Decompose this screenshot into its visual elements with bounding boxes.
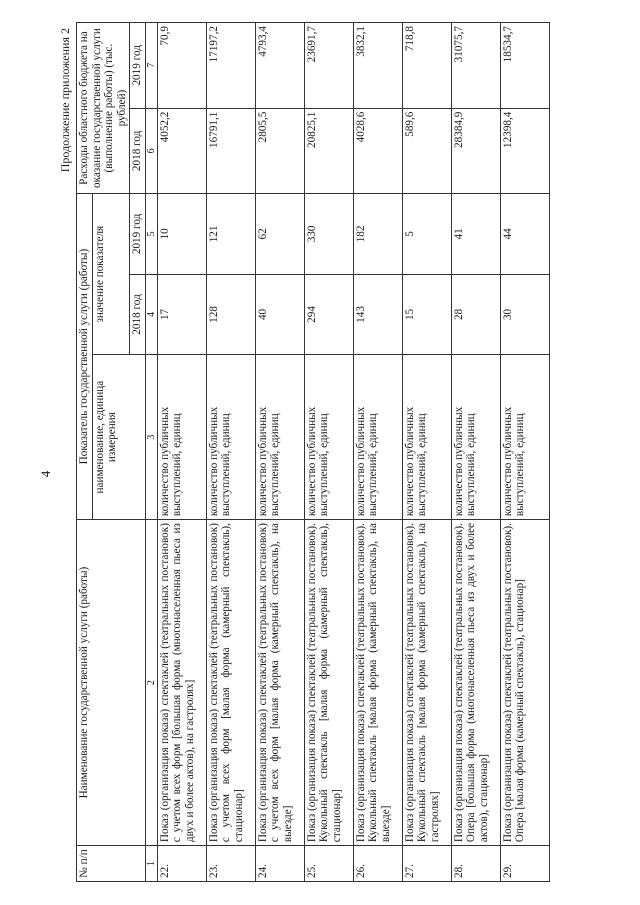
table-row (255, 23, 304, 882)
indicator-name: количество публичных выступлений, единиц (451, 355, 500, 520)
column-index: 5 (145, 194, 157, 275)
indicator-name: количество публичных выступлений, единиц (304, 355, 353, 520)
service-name: Показ (организация показа) спектаклей (театральных постановок). Кукольный спектакль [малая форма (камерный спектакль), стационар] (304, 520, 353, 846)
value-2018: 128 (206, 274, 255, 355)
header-year: 2019 год (130, 23, 146, 109)
rotated-page (58, 22, 622, 882)
expense-2019: 4793,4 (255, 23, 304, 109)
expense-2018: 2805,5 (255, 108, 304, 194)
value-2019: 10 (157, 194, 206, 275)
column-index-row (145, 23, 157, 882)
table-row (157, 23, 206, 882)
column-index: 1 (145, 846, 157, 882)
header-year: 2018 год (130, 274, 146, 355)
table-row (451, 23, 500, 882)
expense-2019: 17197,2 (206, 23, 255, 109)
value-2019: 182 (353, 194, 402, 275)
budget-table (76, 22, 550, 882)
row-number: 22. (157, 846, 206, 882)
value-2019: 62 (255, 194, 304, 275)
continuation-label: Продолжение приложения 2 (58, 28, 72, 173)
value-2019: 5 (402, 194, 451, 275)
expense-2018: 20825,1 (304, 108, 353, 194)
indicator-name: количество публичных выступлений, единиц (500, 355, 549, 520)
table-body (157, 23, 549, 882)
table-row (402, 23, 451, 882)
expense-2018: 589,6 (402, 108, 451, 194)
header-num: № п/п (77, 846, 146, 882)
indicator-name: количество публичных выступлений, единиц (206, 355, 255, 520)
expense-2019: 23691,7 (304, 23, 353, 109)
row-number: 29. (500, 846, 549, 882)
service-name: Показ (организация показа) спектаклей (театральных постановок) с учетом всех форм [малая форма (камерный спектакль), на выезде] (255, 520, 304, 846)
value-2018: 28 (451, 274, 500, 355)
expense-2018: 4052,2 (157, 108, 206, 194)
expense-2018: 28384,9 (451, 108, 500, 194)
header-indicator-value: значение показателя (92, 194, 130, 355)
header-year: 2018 год (130, 108, 146, 194)
value-2019: 330 (304, 194, 353, 275)
header-row (77, 23, 93, 882)
value-2018: 143 (353, 274, 402, 355)
table-row (304, 23, 353, 882)
header-indicator-name: наименование, единица измерения (92, 355, 145, 520)
value-2018: 30 (500, 274, 549, 355)
expense-2019: 70,9 (157, 23, 206, 109)
column-index: 7 (145, 23, 157, 109)
expense-2019: 3832,1 (353, 23, 402, 109)
indicator-name: количество публичных выступлений, единиц (402, 355, 451, 520)
row-number: 26. (353, 846, 402, 882)
table-row (500, 23, 549, 882)
row-number: 28. (451, 846, 500, 882)
service-name: Показ (организация показа) спектаклей (театральных постановок). Кукольный спектакль [малая форма (камерный спектакль), на выезде] (353, 520, 402, 846)
column-index: 6 (145, 108, 157, 194)
row-number: 23. (206, 846, 255, 882)
column-index: 4 (145, 274, 157, 355)
header-service-name: Наименование государственной услуги (работы) (77, 520, 146, 846)
table-row (353, 23, 402, 882)
value-2018: 17 (157, 274, 206, 355)
expense-2019: 718,8 (402, 23, 451, 109)
column-index: 3 (145, 355, 157, 520)
header-indicator-group: Показатель государственной услуги (работы) (77, 194, 93, 520)
indicator-name: количество публичных выступлений, единиц (255, 355, 304, 520)
service-name: Показ (организация показа) спектаклей (театральных постановок) с учетом всех форм [малая форма (камерный спектакль), стационар] (206, 520, 255, 846)
expense-2018: 16791,1 (206, 108, 255, 194)
expense-2018: 4028,6 (353, 108, 402, 194)
service-name: Показ (организация показа) спектаклей (театральных постановок). Опера [малая форма (камерный спектакль), стационар] (500, 520, 549, 846)
value-2019: 41 (451, 194, 500, 275)
service-name: Показ (организация показа) спектаклей (театральных постановок). Опера [большая форма (многонаселенная пьеса из двух и более актов), стационар] (451, 520, 500, 846)
header-year: 2019 год (130, 194, 146, 275)
row-number: 27. (402, 846, 451, 882)
value-2018: 40 (255, 274, 304, 355)
page-number: 4 (38, 470, 53, 478)
value-2019: 121 (206, 194, 255, 275)
value-2019: 44 (500, 194, 549, 275)
indicator-name: количество публичных выступлений, единиц (157, 355, 206, 520)
expense-2018: 12398,4 (500, 108, 549, 194)
row-number: 24. (255, 846, 304, 882)
table-row (206, 23, 255, 882)
value-2018: 294 (304, 274, 353, 355)
expense-2019: 18534,7 (500, 23, 549, 109)
expense-2019: 31075,7 (451, 23, 500, 109)
indicator-name: количество публичных выступлений, единиц (353, 355, 402, 520)
header-expenses: Расходы областного бюджета на оказание государственной услуги (выполнение работы) (тыс. рублей) (77, 23, 130, 194)
service-name: Показ (организация показа) спектаклей (театральных постановок) с учетом всех форм [большая форма (многонаселенная пьеса из двух и более актов), на гастролях] (157, 520, 206, 846)
column-index: 2 (145, 520, 157, 846)
service-name: Показ (организация показа) спектаклей (театральных постановок). Кукольный спектакль [малая форма (камерный спектакль), на гастролях] (402, 520, 451, 846)
value-2018: 15 (402, 274, 451, 355)
row-number: 25. (304, 846, 353, 882)
